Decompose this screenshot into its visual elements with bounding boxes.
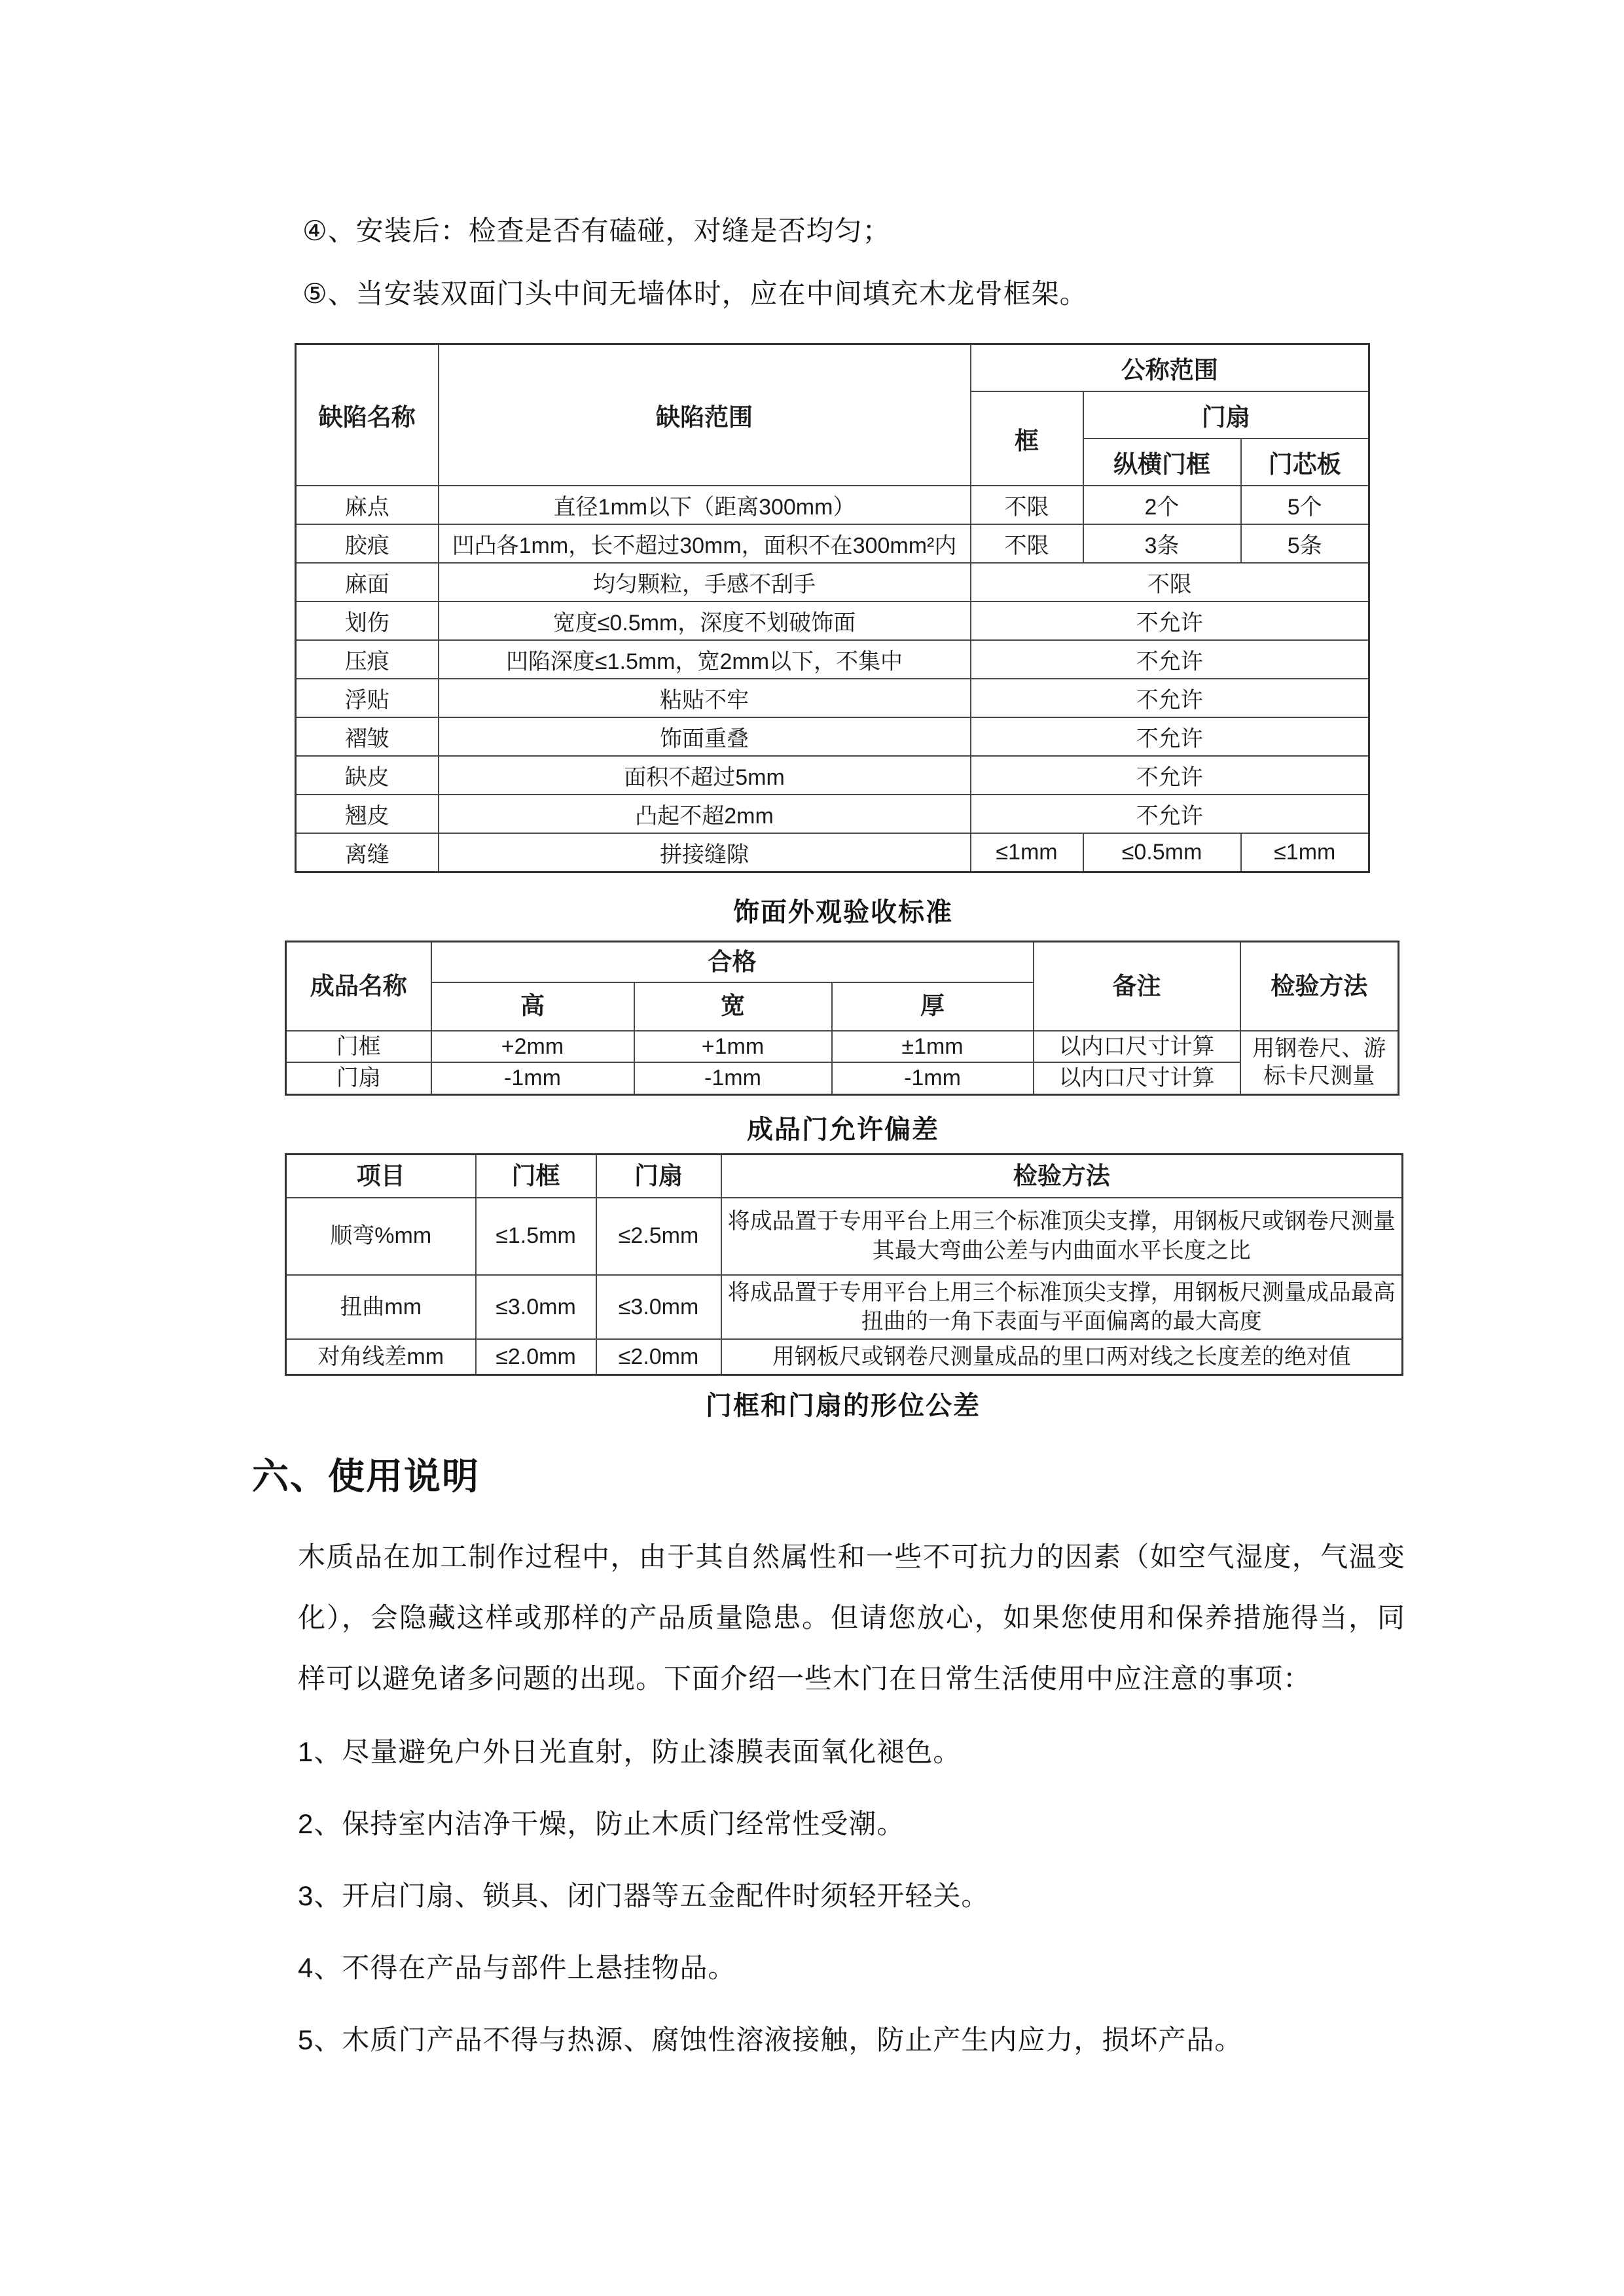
data-cell: 拼接缝隙	[439, 833, 971, 872]
table-row	[296, 679, 1369, 717]
data-cell: 翘皮	[296, 795, 439, 833]
data-cell: ≤3.0mm	[596, 1275, 721, 1339]
table-row	[286, 1198, 1403, 1275]
data-cell: 直径1mm以下（距离300mm）	[439, 486, 971, 524]
data-cell: ≤0.5mm	[1083, 833, 1241, 872]
usage-notes-list	[298, 1736, 1476, 2096]
method-header: 检验方法	[721, 1155, 1403, 1198]
data-cell: 不允许	[971, 679, 1369, 717]
usage-note: 2、保持室内洁净干燥，防止木质门经常性受潮。	[298, 1808, 905, 1839]
data-cell: 浮贴	[296, 679, 439, 717]
data-cell: 顺弯%mm	[286, 1198, 476, 1275]
table-row	[296, 833, 1369, 872]
usage-intro-paragraph: 木质品在加工制作过程中，由于其自然属性和一些不可抗力的因素（如空气湿度，气温变化），会隐藏这样或那样的产品质量隐患。但请您放心，如果您使用和保养措施得当，同样可以避免诸多问题的出现。下面介绍一些木门在日常生活使用中应注意的事项：	[298, 1541, 1405, 1694]
method-cell: 用钢卷尺、游标卡尺测量	[1240, 1031, 1399, 1095]
shape-tolerance-table	[285, 1153, 1403, 1376]
stile-frame-header: 纵横门框	[1083, 439, 1241, 486]
section-title: 六、使用说明	[252, 1456, 480, 1497]
data-cell: 压痕	[296, 640, 439, 679]
data-cell: 不允许	[971, 640, 1369, 679]
shape-table-caption: 门框和门扇的形位公差	[706, 1391, 981, 1420]
data-cell: 不限	[971, 486, 1083, 524]
data-cell: 不限	[971, 524, 1083, 563]
data-cell: 缺皮	[296, 756, 439, 795]
data-cell: ≤1mm	[971, 833, 1083, 872]
data-cell: ≤2.5mm	[596, 1198, 721, 1275]
table-row	[296, 795, 1369, 833]
table-row	[296, 756, 1369, 795]
nominal-range-header: 公称范围	[971, 344, 1369, 391]
defect-name-header: 缺陷名称	[296, 344, 439, 486]
remark-header: 备注	[1034, 942, 1240, 1031]
core-panel-header: 门芯板	[1241, 439, 1369, 486]
data-cell: 5个	[1241, 486, 1369, 524]
data-cell: 均匀颗粒，手感不刮手	[439, 563, 971, 601]
data-cell: 不允许	[971, 717, 1369, 756]
data-cell: 5条	[1241, 524, 1369, 563]
data-cell: 扭曲mm	[286, 1275, 476, 1339]
usage-note: 5、木质门产品不得与热源、腐蚀性溶液接触，防止产生内应力，损坏产品。	[298, 2024, 1243, 2055]
data-cell: 用钢板尺或钢卷尺测量成品的里口两对线之长度差的绝对值	[721, 1339, 1403, 1375]
data-cell: -1mm	[431, 1062, 634, 1094]
defect-scope-header: 缺陷范围	[439, 344, 971, 486]
data-cell: ≤3.0mm	[476, 1275, 596, 1339]
data-cell: 褶皱	[296, 717, 439, 756]
table-row	[286, 1275, 1403, 1339]
data-cell: -1mm	[832, 1062, 1034, 1094]
frame-header: 框	[971, 391, 1083, 486]
method-header: 检验方法	[1240, 942, 1399, 1031]
data-cell: ≤1mm	[1241, 833, 1369, 872]
data-cell: 宽度≤0.5mm，深度不划破饰面	[439, 601, 971, 640]
data-cell: 胶痕	[296, 524, 439, 563]
data-cell: 离缝	[296, 833, 439, 872]
frame-header: 门框	[476, 1155, 596, 1198]
usage-note: 1、尽量避免户外日光直射，防止漆膜表面氧化褪色。	[298, 1736, 962, 1767]
thickness-header: 厚	[832, 982, 1034, 1031]
data-cell: 饰面重叠	[439, 717, 971, 756]
table-row	[296, 640, 1369, 679]
data-cell: 面积不超过5mm	[439, 756, 971, 795]
data-cell: -1mm	[634, 1062, 832, 1094]
data-cell: 粘贴不牢	[439, 679, 971, 717]
table-row	[296, 601, 1369, 640]
door-leaf-header: 门扇	[1083, 391, 1369, 439]
data-cell: 凸起不超2mm	[439, 795, 971, 833]
width-header: 宽	[634, 982, 832, 1031]
table-row	[286, 1031, 1399, 1063]
data-cell: 麻点	[296, 486, 439, 524]
data-cell: 不允许	[971, 601, 1369, 640]
data-cell: 不允许	[971, 795, 1369, 833]
table-row	[296, 486, 1369, 524]
data-cell: 将成品置于专用平台上用三个标准顶尖支撑，用钢板尺测量成品最高扭曲的一角下表面与平面偏离的最大高度	[721, 1275, 1403, 1339]
table-row	[286, 1062, 1399, 1094]
table-row	[286, 1339, 1403, 1375]
data-cell: 麻面	[296, 563, 439, 601]
data-cell: 凹凸各1mm，长不超过30mm，面积不在300mm²内	[439, 524, 971, 563]
product-table-caption: 成品门允许偏差	[747, 1115, 939, 1144]
usage-note: 4、不得在产品与部件上悬挂物品。	[298, 1952, 736, 1983]
product-tolerance-table	[285, 941, 1399, 1096]
install-note-5: ⑤、当安装双面门头中间无墙体时，应在中间填充木龙骨框架。	[302, 278, 1088, 309]
data-cell: 划伤	[296, 601, 439, 640]
product-name-header: 成品名称	[286, 942, 431, 1031]
defect-table	[295, 343, 1370, 873]
height-header: 高	[431, 982, 634, 1031]
data-cell: 不允许	[971, 756, 1369, 795]
usage-note: 3、开启门扇、锁具、闭门器等五金配件时须轻开轻关。	[298, 1880, 990, 1911]
data-cell: 以内口尺寸计算	[1034, 1062, 1240, 1094]
table-row	[296, 563, 1369, 601]
table-row	[296, 717, 1369, 756]
data-cell: +1mm	[634, 1031, 832, 1063]
pass-header: 合格	[431, 942, 1034, 982]
data-cell: ±1mm	[832, 1031, 1034, 1063]
data-cell: 不限	[971, 563, 1369, 601]
data-cell: 将成品置于专用平台上用三个标准顶尖支撑，用钢板尺或钢卷尺测量其最大弯曲公差与内曲面水平长度之比	[721, 1198, 1403, 1275]
data-cell: 2个	[1083, 486, 1241, 524]
data-cell: 以内口尺寸计算	[1034, 1031, 1240, 1063]
data-cell: 门框	[286, 1031, 431, 1063]
data-cell: 对角线差mm	[286, 1339, 476, 1375]
data-cell: ≤2.0mm	[596, 1339, 721, 1375]
data-cell: 3条	[1083, 524, 1241, 563]
table-row	[296, 524, 1369, 563]
install-note-4: ④、安装后：检查是否有磕碰，对缝是否均匀；	[302, 215, 891, 246]
leaf-header: 门扇	[596, 1155, 721, 1198]
data-cell: ≤2.0mm	[476, 1339, 596, 1375]
data-cell: +2mm	[431, 1031, 634, 1063]
defect-table-caption: 饰面外观验收标准	[733, 898, 953, 927]
item-header: 项目	[286, 1155, 476, 1198]
data-cell: 门扇	[286, 1062, 431, 1094]
data-cell: ≤1.5mm	[476, 1198, 596, 1275]
data-cell: 凹陷深度≤1.5mm，宽2mm以下，不集中	[439, 640, 971, 679]
